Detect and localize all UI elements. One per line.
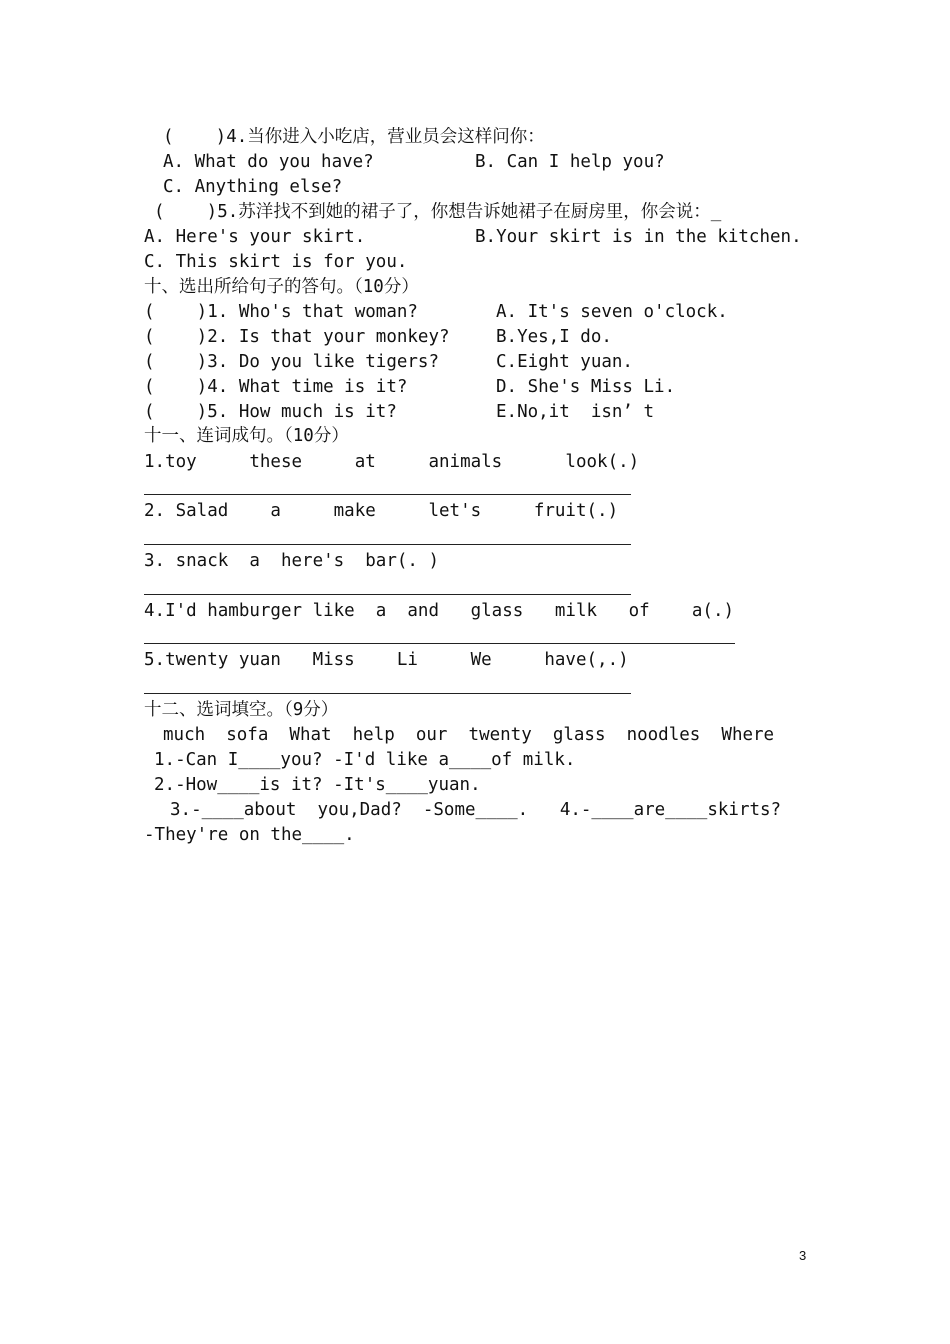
match-question: ( )2. Is that your monkey? (144, 327, 450, 347)
answer-line (144, 544, 631, 545)
word-bank: much sofa What help our twenty glass noodles Where (163, 725, 775, 745)
q5-stem: ( )5.苏洋找不到她的裙子了，你想告诉她裙子在厨房里，你会说：_ (154, 202, 722, 222)
fill-blank-line: 1.-Can I____you? -I'd like a____of milk. (154, 750, 576, 770)
q4-option-a: A. What do you have? (163, 152, 374, 172)
match-question: ( )1. Who's that woman? (144, 302, 418, 322)
match-answer: D. She's Miss Li. (496, 377, 676, 397)
match-question: ( )5. How much is it? (144, 402, 397, 422)
match-answer: A. It's seven o'clock. (496, 302, 728, 322)
sentence-words: 1.toy these at animals look(.) (144, 452, 640, 472)
sentence-words: 4.I'd hamburger like a and glass milk of a(.) (144, 601, 735, 621)
section-11-heading: 十一、连词成句。（10分） (144, 426, 349, 446)
match-answer: B.Yes,I do. (496, 327, 612, 347)
answer-line (144, 643, 735, 644)
fill-blank-line: 3.-____about you,Dad? -Some____. 4.-____are____skirts? (170, 800, 782, 820)
answer-line (144, 594, 631, 595)
q5-option-b: B.Your skirt is in the kitchen. (475, 227, 802, 247)
q5-option-a: A. Here's your skirt. (144, 227, 366, 247)
answer-line (144, 693, 631, 694)
sentence-words: 2. Salad a make let's fruit(.) (144, 501, 619, 521)
answer-line (144, 494, 631, 495)
fill-blank-line: -They're on the____. (144, 825, 355, 845)
fill-blank-line: 2.-How____is it? -It's____yuan. (154, 775, 481, 795)
match-answer: C.Eight yuan. (496, 352, 633, 372)
q4-option-b: B. Can I help you? (475, 152, 665, 172)
sentence-words: 5.twenty yuan Miss Li We have(,.) (144, 650, 629, 670)
q4-stem: ( )4.当你进入小吃店，营业员会这样问你： (163, 127, 545, 147)
q5-option-c: C. This skirt is for you. (144, 252, 408, 272)
section-10-heading: 十、选出所给句子的答句。（10分） (144, 277, 419, 297)
match-question: ( )4. What time is it? (144, 377, 408, 397)
section-12-heading: 十二、选词填空。（9分） (144, 700, 339, 720)
q4-option-c: C. Anything else? (163, 177, 343, 197)
page-number: 3 (799, 1248, 807, 1263)
match-question: ( )3. Do you like tigers? (144, 352, 440, 372)
match-answer: E.No,it isn’ t (496, 402, 655, 422)
sentence-words: 3. snack a here's bar(. ) (144, 551, 440, 571)
